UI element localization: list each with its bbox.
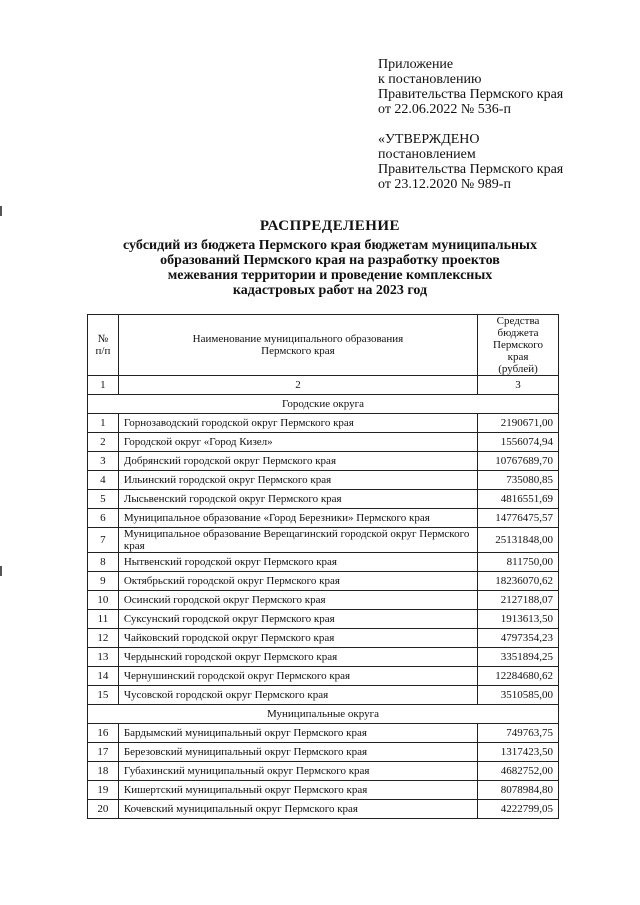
table-row (88, 781, 559, 800)
table-row (88, 490, 559, 509)
section-label: Муниципальные округа (88, 705, 559, 724)
subsidy-amount: 4816551,69 (478, 490, 559, 509)
row-number: 14 (88, 667, 119, 686)
table-row (88, 591, 559, 610)
approved-line: от 23.12.2020 № 989-п (378, 177, 511, 192)
table-row (88, 471, 559, 490)
subtitle-line: субсидий из бюджета Пермского края бюджетам муниципальных (123, 238, 537, 253)
subsidy-amount: 4682752,00 (478, 762, 559, 781)
municipality-name: Чернушинский городской округ Пермского края (118, 667, 477, 686)
row-number: 1 (88, 414, 119, 433)
subsidy-amount: 735080,85 (478, 471, 559, 490)
column-number: 1 (88, 376, 119, 395)
subtitle-line: кадастровых работ на 2023 год (232, 283, 428, 298)
header-name-line: Пермского края (261, 345, 335, 357)
subsidy-amount: 749763,75 (478, 724, 559, 743)
table-row (88, 414, 559, 433)
column-numbers-row (88, 376, 559, 395)
table-header-row (88, 315, 559, 376)
row-number: 3 (88, 452, 119, 471)
subsidy-amount: 12284680,62 (478, 667, 559, 686)
subsidy-amount: 10767689,70 (478, 452, 559, 471)
row-number: 2 (88, 433, 119, 452)
table-row (88, 452, 559, 471)
subsidy-amount: 4797354,23 (478, 629, 559, 648)
row-number: 13 (88, 648, 119, 667)
subsidy-amount: 4222799,05 (478, 800, 559, 819)
row-number: 5 (88, 490, 119, 509)
header-amount-line: Средства (496, 315, 540, 327)
table-row (88, 648, 559, 667)
municipality-name: Горнозаводский городской округ Пермского края (118, 414, 477, 433)
row-number: 16 (88, 724, 119, 743)
row-number: 19 (88, 781, 119, 800)
header-name-line: Наименование муниципального образования (192, 333, 404, 345)
header-amount-line: бюджета (497, 327, 539, 339)
row-number: 7 (88, 528, 119, 553)
appendix-note (378, 57, 563, 117)
municipality-name: Кишертский муниципальный округ Пермского края (118, 781, 477, 800)
row-number: 8 (88, 553, 119, 572)
row-number: 15 (88, 686, 119, 705)
approved-line: Правительства Пермского края (378, 162, 564, 177)
appendix-line: Приложение (378, 57, 454, 72)
subsidy-amount: 2127188,07 (478, 591, 559, 610)
municipality-name: Ильинский городской округ Пермского края (118, 471, 477, 490)
subsidy-amount: 8078984,80 (478, 781, 559, 800)
subsidy-amount: 3351894,25 (478, 648, 559, 667)
municipality-name: Лысьвенский городской округ Пермского края (118, 490, 477, 509)
municipality-name: Губахинский муниципальный округ Пермского края (118, 762, 477, 781)
municipality-name: Муниципальное образование «Город Березники» Пермского края (118, 509, 477, 528)
table-row (88, 800, 559, 819)
row-number: 20 (88, 800, 119, 819)
scan-edge-mark (0, 566, 2, 576)
row-number: 11 (88, 610, 119, 629)
table-row (88, 724, 559, 743)
table-row (88, 528, 559, 553)
subtitle-line: образований Пермского края на разработку проектов (160, 253, 500, 268)
subsidy-amount: 811750,00 (478, 553, 559, 572)
subsidy-amount: 1556074,94 (478, 433, 559, 452)
row-number: 4 (88, 471, 119, 490)
municipality-name: Бардымский муниципальный округ Пермского края (118, 724, 477, 743)
distribution-table (87, 314, 559, 819)
column-number: 2 (118, 376, 477, 395)
section-row-city-districts (88, 395, 559, 414)
municipality-name: Суксунский городской округ Пермского края (118, 610, 477, 629)
municipality-name: Чусовской городской округ Пермского края (118, 686, 477, 705)
municipality-name: Березовский муниципальный округ Пермского края (118, 743, 477, 762)
scan-edge-mark (0, 206, 2, 216)
table-row (88, 572, 559, 591)
appendix-line: от 22.06.2022 № 536-п (378, 102, 511, 117)
row-number: 6 (88, 509, 119, 528)
header-amount-line: Пермского края (493, 339, 544, 363)
municipality-name: Добрянский городской округ Пермского края (118, 452, 477, 471)
municipality-name: Чайковский городской округ Пермского края (118, 629, 477, 648)
row-number: 12 (88, 629, 119, 648)
document-subtitle (80, 238, 580, 298)
subsidy-amount: 25131848,00 (478, 528, 559, 553)
subsidy-amount: 18236070,62 (478, 572, 559, 591)
subsidy-amount: 1913613,50 (478, 610, 559, 629)
subsidy-amount: 1317423,50 (478, 743, 559, 762)
municipality-name: Октябрьский городской округ Пермского края (118, 572, 477, 591)
header-amount-cell (478, 315, 559, 376)
appendix-line: Правительства Пермского края (378, 87, 564, 102)
subsidy-amount: 14776475,57 (478, 509, 559, 528)
appendix-line: к постановлению (378, 72, 482, 87)
table-row (88, 610, 559, 629)
row-number: 17 (88, 743, 119, 762)
header-num-cell (88, 315, 119, 376)
municipality-name: Нытвенский городской округ Пермского края (118, 553, 477, 572)
section-row-municipal-districts (88, 705, 559, 724)
document-title: РАСПРЕДЕЛЕНИЕ (259, 218, 401, 234)
table-row (88, 433, 559, 452)
municipality-name: Кочевский муниципальный округ Пермского края (118, 800, 477, 819)
municipality-name: Муниципальное образование Верещагинский городской округ Пермского края (118, 528, 477, 553)
header-amount-line: (рублей) (498, 363, 538, 375)
table-row (88, 743, 559, 762)
table-row (88, 553, 559, 572)
table-row (88, 629, 559, 648)
approved-note (378, 132, 563, 192)
table-row (88, 686, 559, 705)
header-num-line: № (97, 333, 109, 345)
municipality-name: Чердынский городской округ Пермского края (118, 648, 477, 667)
subtitle-line: межевания территории и проведение комплексных (167, 268, 493, 283)
column-number: 3 (478, 376, 559, 395)
table-row (88, 509, 559, 528)
row-number: 10 (88, 591, 119, 610)
table-row (88, 667, 559, 686)
row-number: 18 (88, 762, 119, 781)
header-num-line: п/п (95, 345, 111, 357)
section-label: Городские округа (88, 395, 559, 414)
row-number: 9 (88, 572, 119, 591)
header-name-cell (118, 315, 477, 376)
municipality-name: Осинский городской округ Пермского края (118, 591, 477, 610)
approved-line: «УТВЕРЖДЕНО (378, 132, 480, 147)
approved-line: постановлением (378, 147, 476, 162)
table-row (88, 762, 559, 781)
municipality-name: Городской округ «Город Кизел» (118, 433, 477, 452)
subsidy-amount: 2190671,00 (478, 414, 559, 433)
subsidy-amount: 3510585,00 (478, 686, 559, 705)
